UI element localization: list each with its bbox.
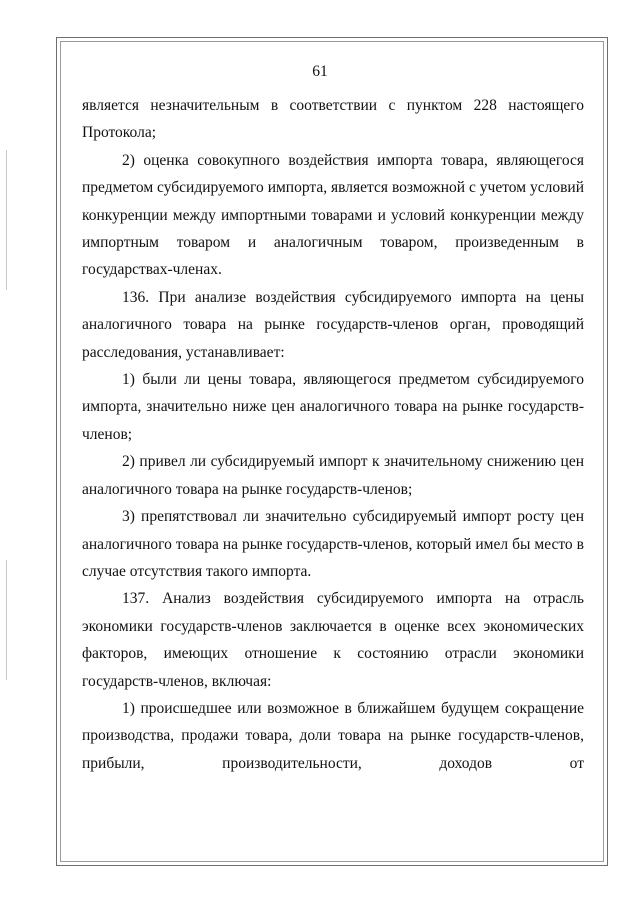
paragraph: 137. Анализ воздействия субсидируемого импорта на отрасль экономики государств-членов заключается в оценке всех экономических факторов, имеющих отношение к состоянию отрасли экономики государств-членов, включая: — [82, 590, 584, 690]
page-number: 61 — [312, 63, 328, 80]
paragraph: 2) оценка совокупного воздействия импорта товара, являющегося предметом субсидируемого импорта, является возможной с учетом условий конкуренции между импортными товарами и условий конкуренции между импортным товаром и аналогичным товаром, произведенным в государствах-членах. — [82, 151, 584, 279]
scan-edge-mark — [6, 150, 7, 290]
document-body — [82, 92, 584, 777]
paragraph: 1) происшедшее или возможное в ближайшем будущем сокращение производства, продажи товара, доли товара на рынке государств-членов, прибыли, производительности, доходов от — [82, 699, 584, 772]
paragraph: 2) привел ли субсидируемый импорт к значительному снижению цен аналогичного товара на рынке государств-членов; — [82, 453, 584, 498]
scan-edge-mark — [6, 560, 7, 680]
paragraph: 3) препятствовал ли значительно субсидируемый импорт росту цен аналогичного товара на рынке государств-членов, который имел бы место в случае отсутствия такого импорта. — [82, 508, 584, 580]
paragraph: 136. При анализе воздействия субсидируемого импорта на цены аналогичного товара на рынке государств-членов орган, проводящий расследования, устанавливает: — [82, 288, 584, 361]
paragraph: 1) были ли цены товара, являющегося предметом субсидируемого импорта, значительно ниже цен аналогичного товара на рынке государств-членов; — [82, 371, 584, 443]
paragraph: является незначительным в соответствии с пунктом 228 настоящего Протокола; — [82, 97, 584, 142]
